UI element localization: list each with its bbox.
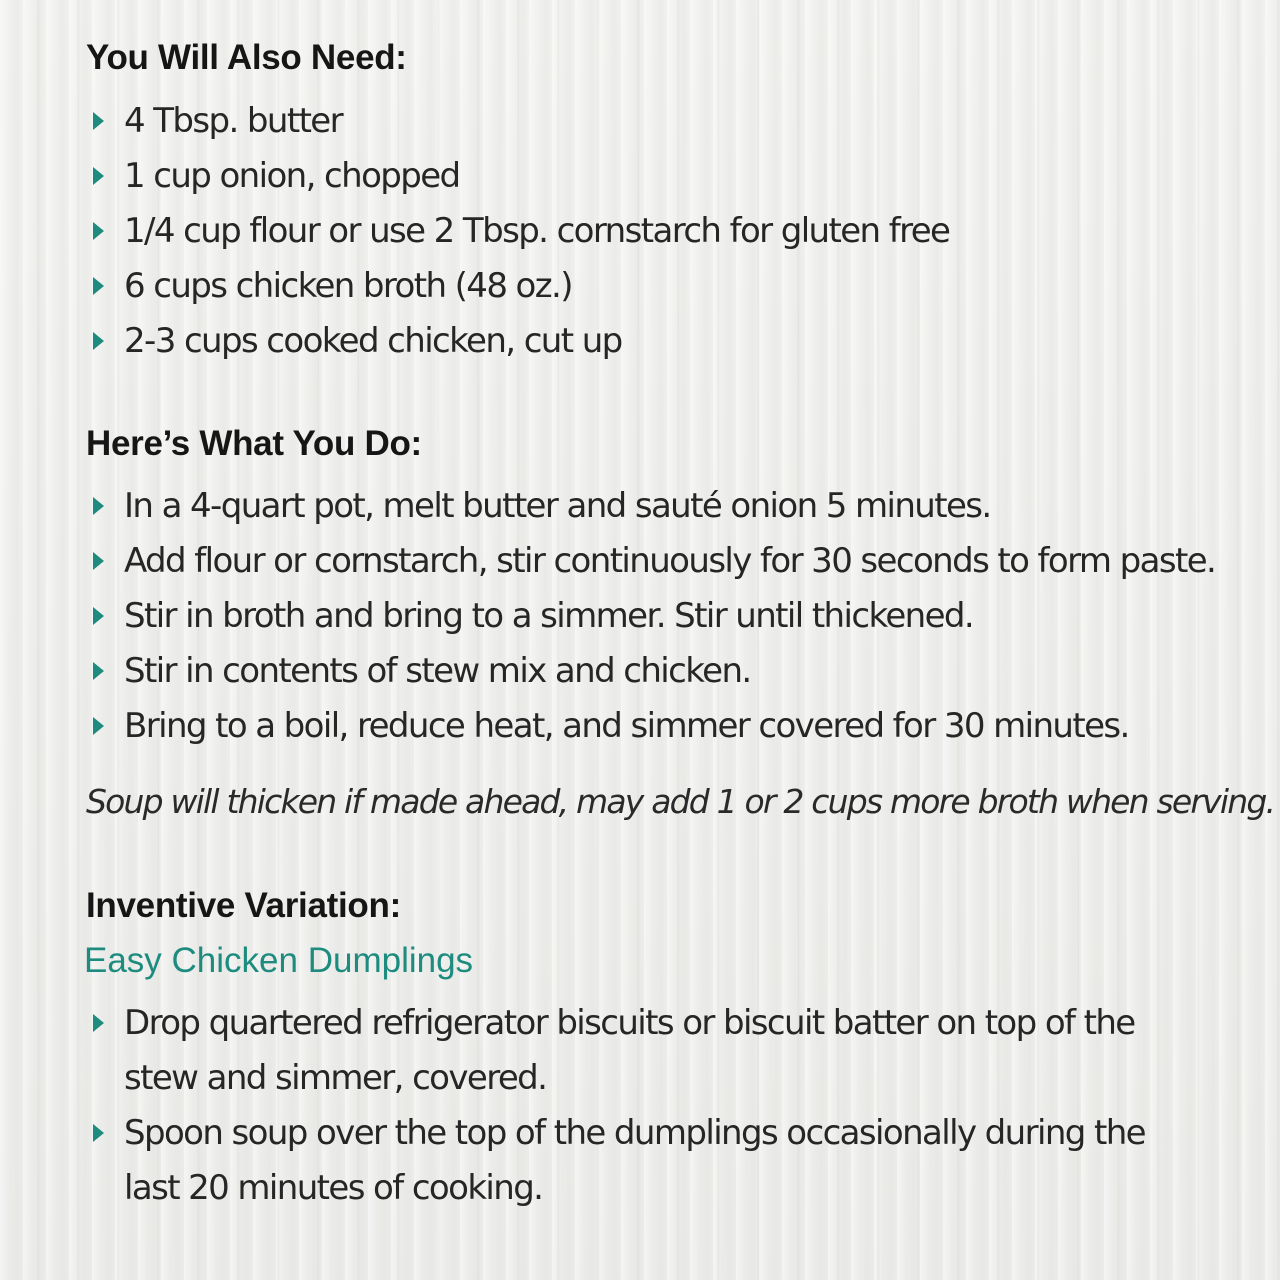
list-item: 6 cups chicken broth (48 oz.) [86, 259, 949, 314]
inventive-variation-heading: Inventive Variation: [86, 886, 401, 925]
bullet-arrow-icon [93, 332, 104, 350]
bullet-arrow-icon [93, 222, 104, 240]
list-item: 1 cup onion, chopped [86, 149, 949, 204]
bullet-arrow-icon [93, 1124, 104, 1142]
heres-what-you-do-heading: Here’s What You Do: [86, 424, 422, 463]
list-item: Spoon soup over the top of the dumplings occasionally during the last 20 minutes of cooking. [86, 1106, 1184, 1216]
list-item: Stir in contents of stew mix and chicken. [86, 644, 1215, 699]
bullet-arrow-icon [93, 717, 104, 735]
make-ahead-note: Soup will thicken if made ahead, may add 1 or 2 cups more broth when serving. [86, 782, 1275, 821]
list-item: Bring to a boil, reduce heat, and simmer covered for 30 minutes. [86, 699, 1215, 754]
list-item: Add flour or cornstarch, stir continuously for 30 seconds to form paste. [86, 534, 1215, 589]
list-item: In a 4-quart pot, melt butter and sauté onion 5 minutes. [86, 479, 1215, 534]
bullet-arrow-icon [93, 277, 104, 295]
bullet-arrow-icon [93, 552, 104, 570]
list-item: 1/4 cup flour or use 2 Tbsp. cornstarch for gluten free [86, 204, 949, 259]
variation-list [86, 996, 1184, 1216]
ingredients-list [86, 94, 949, 369]
bullet-arrow-icon [93, 497, 104, 515]
list-item: Drop quartered refrigerator biscuits or biscuit batter on top of the stew and simmer, covered. [86, 996, 1184, 1106]
bullet-arrow-icon [93, 662, 104, 680]
list-item: 4 Tbsp. butter [86, 94, 949, 149]
steps-list [86, 479, 1215, 754]
bullet-arrow-icon [93, 167, 104, 185]
list-item: Stir in broth and bring to a simmer. Stir until thickened. [86, 589, 1215, 644]
variation-subtitle: Easy Chicken Dumplings [84, 941, 474, 980]
bullet-arrow-icon [93, 112, 104, 130]
bullet-arrow-icon [93, 1014, 104, 1032]
bullet-arrow-icon [93, 607, 104, 625]
list-item: 2-3 cups cooked chicken, cut up [86, 314, 949, 369]
you-will-also-need-heading: You Will Also Need: [86, 38, 407, 77]
